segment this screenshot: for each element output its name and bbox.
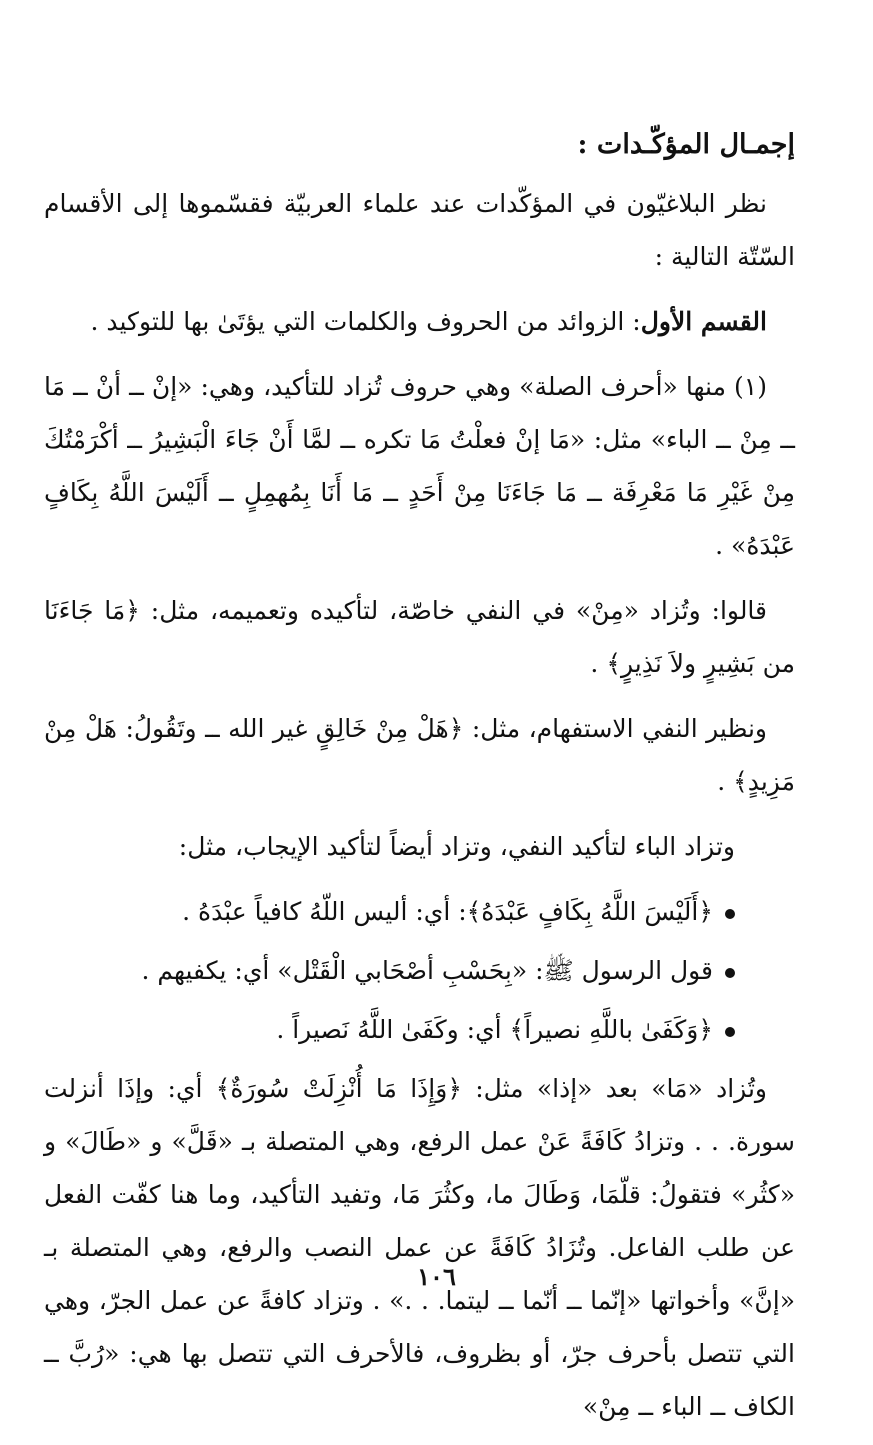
bullet-icon [725,968,735,978]
page-number: ١٠٦ [417,1262,456,1291]
bullet-icon [725,1027,735,1037]
page-body [44,118,795,1445]
paragraph-min-negation: قالوا: وتُزاد «مِنْ» في النفي خاصّة، لتأكيده وتعميمه، مثل: ﴿مَا جَاءَنَا من بَشِيرٍ ولاَ نَذِيرٍ﴾ . [44,596,795,678]
list-item [44,1003,735,1056]
list-item [44,885,735,938]
list-item-text: قول الرسول ﷺ: «بِحَسْبِ أصْحَابي الْقَتْل» أي: يكفيهم . [141,956,713,985]
paragraph-silah-letters: (١) منها «أحرف الصلة» وهي حروف تُزاد للتأكيد، وهي: «إنْ ــ أنْ ــ مَا ــ مِنْ ــ الباء» مثل: «مَا إنْ فعلْتُ مَا تكره ــ لمَّا أَنْ جَاءَ الْبَشِيرُ ــ أكْرَمْتُكَ مِنْ غَيْرِ مَا مَعْرِفَة ــ مَا جَاءَنَا مِنْ أَحَدٍ ــ مَا أَنَا بِمُهمِلٍ ــ أَلَيْسَ اللَّهُ بِكَافٍ عَبْدَهُ» . [44,372,795,560]
section-one-paragraph [44,295,795,348]
paragraph-ma-after-idha: وتُزاد «مَا» بعد «إذا» مثل: ﴿وَإِذَا مَا أُنْزِلَتْ سُورَةٌ﴾ أي: وإذَا أنزلت سورة. . . وتزادُ كَافَةً عَنْ عمل الرفع، وهي المتصلة بـ «قَلَّ» و «طَالَ» و «كثُر» فتقولُ: قلّمَا، وَطَالَ ما، وكثُرَ مَا، وتفيد التأكيد، وما هنا كفّت الفعل عن طلب الفاعل. وتُزَادُ كَافَةً عن عمل النصب والرفع، وهي المتصلة بـ «إنَّ» وأخواتها «إنّما ــ أنّما ــ ليتما. . .» . وتزاد كافةً عن عمل الجرّ، وهي التي تتصل بأحرف جرّ، أو بظروف، فالأحرف التي تتصل بها هي: «رُبَّ ــ الكاف ــ الباء ــ مِنْ» [44,1074,795,1421]
examples-list [44,885,795,1056]
list-item [44,944,735,997]
list-item-text: ﴿وَكَفَىٰ باللَّهِ نصيراً﴾ أي: وكَفَىٰ اللَّهُ نَصيراً . [276,1015,713,1044]
list-item-text: ﴿أَلَيْسَ اللَّهُ بِكَافٍ عَبْدَهُ﴾: أي: أليس اللّهُ كافياً عبْدَهُ . [182,897,713,926]
paragraph-ba-emphasis: وتزاد الباء لتأكيد النفي، وتزاد أيضاً لتأكيد الإيجاب، مثل: [178,832,735,861]
section-one-text: : الزوائد من الحروف والكلمات التي يؤتَىٰ بها للتوكيد . [90,307,641,336]
section-one-label: القسم الأول [640,307,767,336]
intro-paragraph: نظر البلاغيّون في المؤكّدات عند علماء العربيّة فقسّموها إلى الأقسام السّتّة التالية : [44,189,795,271]
section-heading: إجمـال المؤكّـدات : [577,129,795,160]
paragraph-interrogation: ونظير النفي الاستفهام، مثل: ﴿هَلْ مِنْ خَالِقٍ غير الله ــ وتَقُولُ: هَلْ مِنْ مَزِيدٍ﴾ . [44,714,795,796]
bullet-icon [725,909,735,919]
